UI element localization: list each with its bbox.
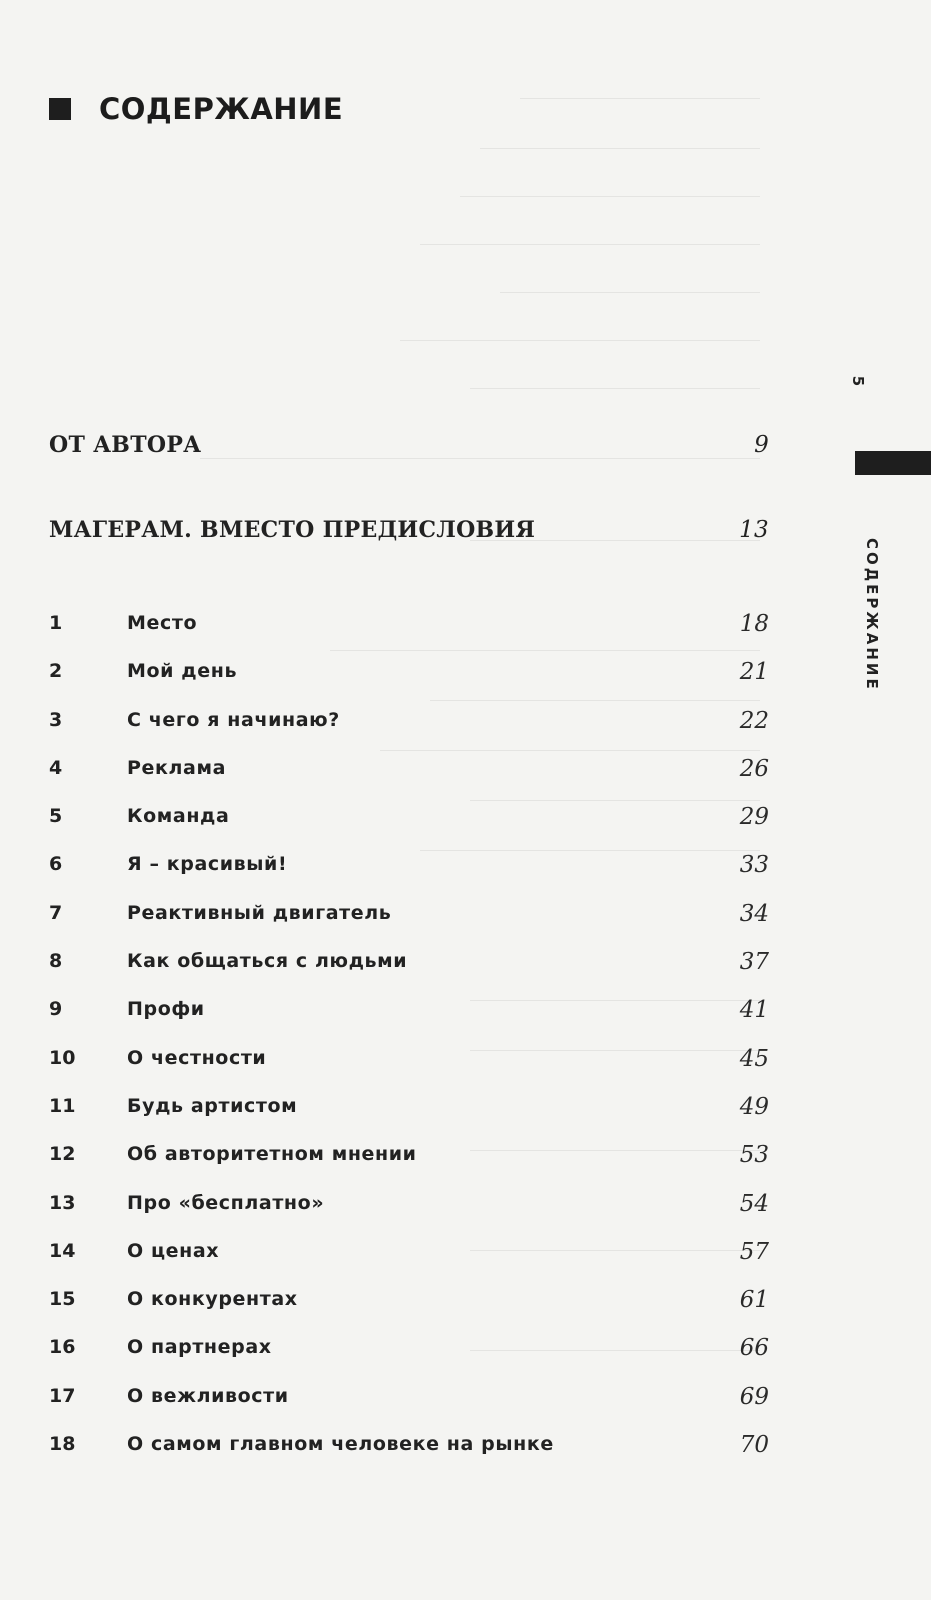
- square-bullet-icon: [49, 98, 71, 120]
- chapter-number: 10: [49, 1046, 76, 1069]
- chapter-entry[interactable]: [49, 1336, 769, 1384]
- chapter-page: 61: [739, 1287, 769, 1314]
- chapter-page: 34: [739, 900, 769, 927]
- chapter-title: О самом главном человеке на рынке: [127, 1433, 554, 1456]
- chapter-entry[interactable]: [49, 1095, 769, 1143]
- chapter-title: Про «бесплатно»: [127, 1191, 325, 1214]
- chapter-number: 11: [49, 1094, 76, 1117]
- chapter-page: 33: [739, 852, 769, 879]
- chapter-title: Как общаться с людьми: [127, 950, 408, 973]
- chapter-number: 4: [49, 756, 63, 779]
- chapter-entry[interactable]: [49, 998, 769, 1046]
- page-title: СОДЕРЖАНИЕ: [99, 92, 344, 126]
- chapter-title: Место: [127, 612, 198, 634]
- chapter-entry[interactable]: [49, 853, 769, 901]
- chapter-page: 57: [739, 1238, 769, 1265]
- chapter-number: 7: [49, 901, 63, 924]
- chapter-number: 18: [49, 1433, 76, 1456]
- chapter-page: 69: [739, 1383, 769, 1410]
- chapter-page: 66: [739, 1335, 769, 1362]
- chapter-number: 16: [49, 1336, 76, 1359]
- chapter-title: Команда: [127, 805, 230, 828]
- chapter-entry[interactable]: [49, 757, 769, 805]
- chapter-page: 41: [739, 997, 769, 1024]
- chapter-title: О честности: [127, 1046, 267, 1069]
- chapter-number: 9: [49, 998, 63, 1021]
- chapter-entry[interactable]: [49, 1143, 769, 1191]
- chapter-entry[interactable]: [49, 612, 769, 660]
- section-tab-marker: [855, 451, 931, 475]
- chapter-title: Реклама: [127, 756, 226, 779]
- chapter-number: 12: [49, 1143, 76, 1166]
- chapter-number: 3: [49, 708, 63, 731]
- chapter-title: Будь артистом: [127, 1094, 298, 1117]
- chapter-entry[interactable]: [49, 950, 769, 998]
- chapter-page: 54: [739, 1190, 769, 1217]
- page-heading: [49, 92, 343, 126]
- chapter-title: О вежливости: [127, 1384, 289, 1407]
- chapter-title: О ценах: [127, 1239, 220, 1262]
- chapter-page: 26: [739, 755, 769, 782]
- chapter-page: 37: [739, 949, 769, 976]
- chapter-title: Реактивный двигатель: [127, 901, 392, 924]
- chapter-page: 18: [739, 611, 769, 637]
- chapter-title: О конкурентах: [127, 1288, 298, 1311]
- chapter-number: 6: [49, 853, 63, 876]
- chapter-entry[interactable]: [49, 1192, 769, 1240]
- chapter-list: [49, 612, 769, 1481]
- chapter-number: 17: [49, 1384, 76, 1407]
- chapter-page: 29: [739, 804, 769, 831]
- chapter-title: О партнерах: [127, 1336, 272, 1359]
- chapter-entry[interactable]: [49, 902, 769, 950]
- chapter-entry[interactable]: [49, 709, 769, 757]
- entry-page: 13: [739, 517, 769, 543]
- chapter-page: 22: [739, 707, 769, 734]
- chapter-entry[interactable]: [49, 1240, 769, 1288]
- chapter-number: 5: [49, 805, 63, 828]
- entry-page: 9: [754, 432, 769, 458]
- chapter-number: 14: [49, 1239, 76, 1262]
- front-matter-entry[interactable]: [49, 517, 769, 543]
- chapter-number: 15: [49, 1288, 76, 1311]
- chapter-page: 45: [739, 1045, 769, 1072]
- chapter-entry[interactable]: [49, 1288, 769, 1336]
- chapter-number: 2: [49, 660, 63, 683]
- running-head: СОДЕРЖАНИЕ: [863, 538, 881, 692]
- chapter-entry[interactable]: [49, 1047, 769, 1095]
- chapter-number: 1: [49, 612, 63, 634]
- chapter-entry[interactable]: [49, 1433, 769, 1481]
- chapter-number: 8: [49, 950, 63, 973]
- chapter-entry[interactable]: [49, 660, 769, 708]
- chapter-page: 70: [739, 1432, 769, 1459]
- chapter-title: Мой день: [127, 660, 238, 683]
- chapter-title: Я – красивый!: [127, 853, 288, 876]
- entry-title: ОТ АВТОРА: [49, 432, 202, 458]
- chapter-page: 21: [739, 659, 769, 686]
- chapter-title: Профи: [127, 998, 205, 1021]
- chapter-page: 53: [739, 1142, 769, 1169]
- entry-title: МАГЕРАМ. ВМЕСТО ПРЕДИСЛОВИЯ: [49, 517, 536, 543]
- chapter-number: 13: [49, 1191, 76, 1214]
- page-number: 5: [849, 375, 868, 387]
- chapter-entry[interactable]: [49, 1385, 769, 1433]
- chapter-title: Об авторитетном мнении: [127, 1143, 417, 1166]
- chapter-title: С чего я начинаю?: [127, 708, 340, 731]
- chapter-entry[interactable]: [49, 805, 769, 853]
- chapter-page: 49: [739, 1093, 769, 1120]
- front-matter-entry[interactable]: [49, 432, 769, 458]
